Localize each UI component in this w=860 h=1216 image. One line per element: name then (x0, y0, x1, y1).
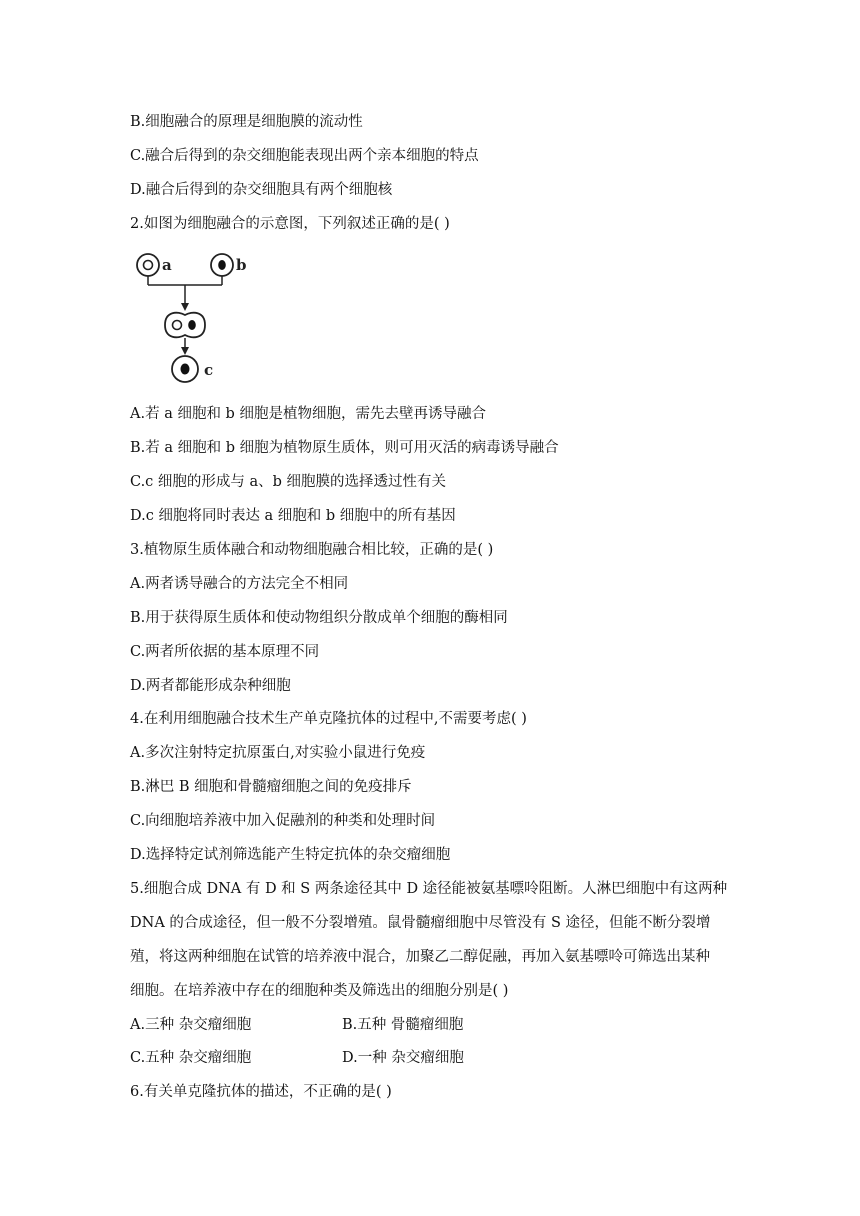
q3-option-c: C.两者所依据的基本原理不同 (130, 644, 320, 660)
q5-stem-line-1: 5.细胞合成 DNA 有 D 和 S 两条途径其中 D 途径能被氨基嘌呤阻断。人淋巴细胞中有这两种 (130, 881, 728, 897)
q2-option-b: B.若 a 细胞和 b 细胞为植物原生质体，则可用灭活的病毒诱导融合 (130, 440, 559, 456)
q4-stem: 4.在利用细胞融合技术生产单克隆抗体的过程中,不需要考虑( ) (130, 711, 527, 727)
q5-stem-line-4: 细胞。在培养液中存在的细胞种类及筛选出的细胞分别是( ) (130, 983, 509, 999)
q4-option-c: C.向细胞培养液中加入促融剂的种类和处理时间 (130, 813, 436, 829)
q2-option-c: C.c 细胞的形成与 a、b 细胞膜的选择透过性有关 (130, 474, 447, 490)
cell-c-icon (172, 356, 198, 382)
q5-stem-line-2: DNA 的合成途径，但一般不分裂增殖。鼠骨髓瘤细胞中尽管没有 S 途径，但能不断分裂增 (130, 915, 711, 931)
q6-stem: 6.有关单克隆抗体的描述，不正确的是( ) (130, 1084, 392, 1100)
fused-cell-icon (165, 313, 205, 338)
q3-stem: 3.植物原生质体融合和动物细胞融合相比较，正确的是( ) (130, 542, 494, 558)
q5-option-d: D.一种 杂交瘤细胞 (342, 1050, 464, 1066)
q2-option-a: A.若 a 细胞和 b 细胞是植物细胞，需先去壁再诱导融合 (130, 406, 486, 422)
q4-option-b: B.淋巴 B 细胞和骨髓瘤细胞之间的免疫排斥 (130, 779, 412, 795)
q2-option-d: D.c 细胞将同时表达 a 细胞和 b 细胞中的所有基因 (130, 508, 456, 524)
q5-option-b: B.五种 骨髓瘤细胞 (342, 1017, 464, 1033)
q5-stem-line-3: 殖，将这两种细胞在试管的培养液中混合，加聚乙二醇促融，再加入氨基嘌呤可筛选出某种 (130, 949, 710, 965)
q1-option-d: D.融合后得到的杂交细胞具有两个细胞核 (130, 182, 393, 198)
q2-stem: 2.如图为细胞融合的示意图，下列叙述正确的是( ) (130, 216, 450, 232)
q5-option-c: C.五种 杂交瘤细胞 (130, 1050, 252, 1066)
q3-option-d: D.两者都能形成杂种细胞 (130, 678, 291, 694)
q3-option-a: A.两者诱导融合的方法完全不相同 (130, 576, 349, 592)
q3-option-b: B.用于获得原生质体和使动物组织分散成单个细胞的酶相同 (130, 610, 508, 626)
cell-a-label: a (162, 256, 172, 274)
q1-option-b: B.细胞融合的原理是细胞膜的流动性 (130, 114, 363, 130)
q5-option-a: A.三种 杂交瘤细胞 (130, 1017, 252, 1033)
cell-fusion-diagram (134, 245, 247, 393)
cell-b-icon (211, 254, 233, 276)
q4-option-a: A.多次注射特定抗原蛋白,对实验小鼠进行免疫 (130, 745, 426, 761)
cell-a-icon (137, 254, 159, 276)
cell-b-label: b (236, 256, 247, 274)
merge-arrow-icon (148, 276, 222, 311)
q4-option-d: D.选择特定试剂筛选能产生特定抗体的杂交瘤细胞 (130, 847, 451, 863)
cell-c-label: c (204, 361, 214, 379)
down-arrow-icon (181, 338, 189, 355)
q1-option-c: C.融合后得到的杂交细胞能表现出两个亲本细胞的特点 (130, 148, 479, 164)
